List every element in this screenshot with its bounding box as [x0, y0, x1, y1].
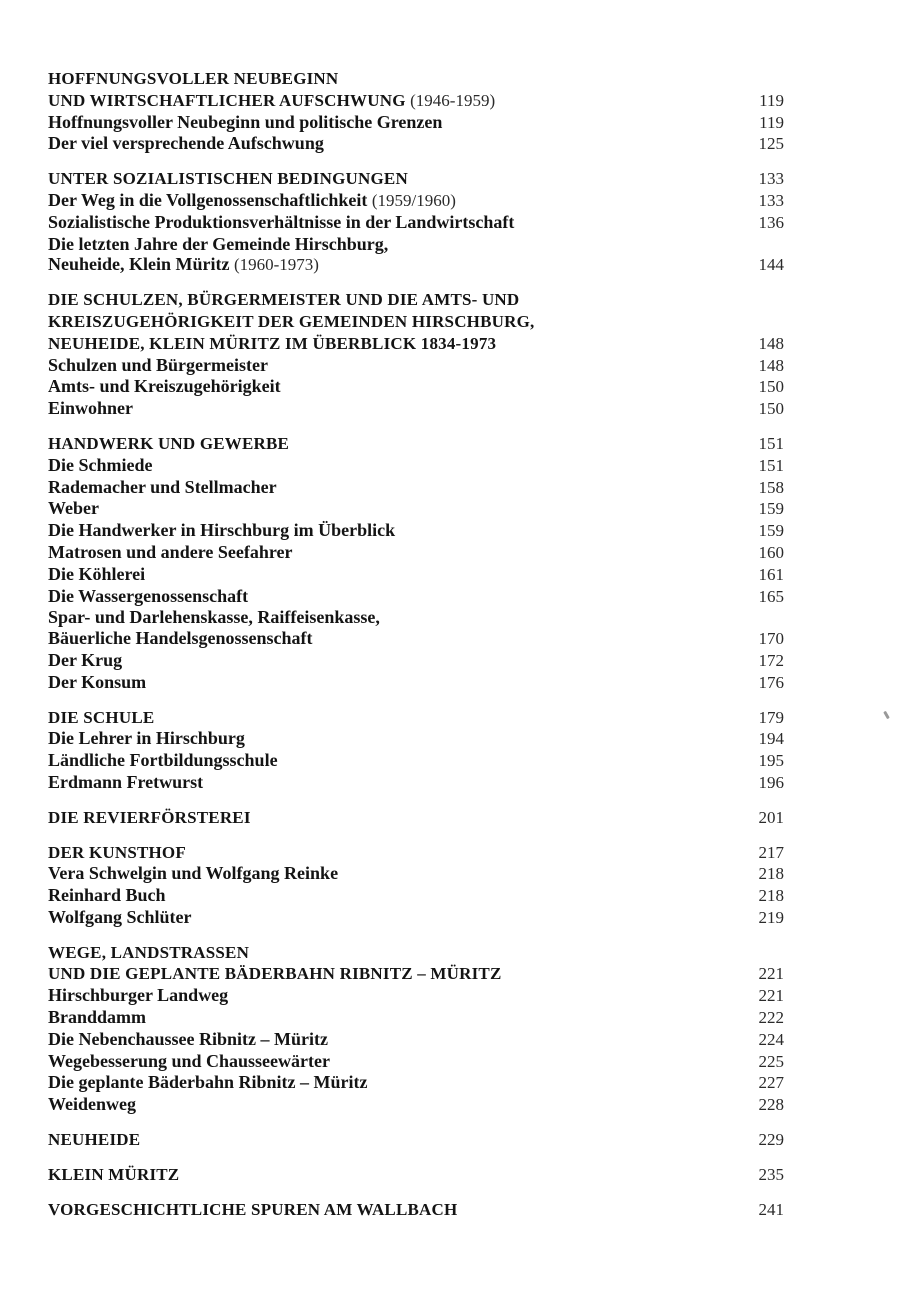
toc-entry-label — [48, 586, 724, 607]
toc-entry-title: Hoffnungsvoller Neubeginn und politische Grenzen — [48, 111, 443, 132]
toc-subentry — [48, 254, 784, 276]
toc-entry-title: Matrosen und andere Seefahrer — [48, 541, 293, 562]
toc-entry-label — [48, 333, 724, 355]
toc-entry-label — [48, 942, 724, 964]
toc-entry-label — [48, 433, 724, 455]
toc-page-number: 170 — [758, 629, 784, 649]
toc-section — [48, 842, 784, 929]
toc-page-number: 159 — [758, 521, 784, 541]
toc-page-number: 158 — [758, 477, 784, 497]
toc-entry-label — [48, 728, 724, 749]
toc-chapter-entry — [48, 311, 784, 333]
toc-chapter-entry — [48, 90, 784, 112]
toc-page-number: 119 — [759, 112, 784, 132]
toc-entry-title: DER KUNSTHOF — [48, 842, 186, 862]
toc-subentry — [48, 477, 784, 499]
toc-chapter-entry — [48, 1129, 784, 1151]
toc-entry-title: KLEIN MÜRITZ — [48, 1164, 180, 1184]
toc-page-number: 172 — [758, 650, 784, 670]
toc-entry-title: WEGE, LANDSTRASSEN — [48, 942, 250, 962]
toc-entry-label — [48, 1051, 724, 1072]
toc-entry-label — [48, 1007, 724, 1028]
toc-subentry — [48, 1051, 784, 1073]
toc-entry-title: Die Wassergenossenschaft — [48, 585, 249, 606]
toc-chapter-entry — [48, 963, 784, 985]
toc-page-number: 221 — [758, 964, 784, 984]
toc-entry-label — [48, 1164, 724, 1186]
toc-chapter-entry — [48, 942, 784, 964]
toc-entry-label — [48, 750, 724, 771]
toc-entry-title: Vera Schwelgin und Wolfgang Reinke — [48, 863, 339, 884]
toc-subentry — [48, 355, 784, 377]
toc-entry-title: Reinhard Buch — [48, 885, 166, 906]
toc-chapter-entry — [48, 1164, 784, 1186]
toc-subentry — [48, 212, 784, 234]
toc-chapter-entry — [48, 1199, 784, 1221]
toc-entry-label — [48, 807, 724, 829]
toc-page-number: 194 — [758, 729, 784, 749]
toc-page-number: 179 — [758, 707, 784, 727]
scan-speck — [883, 711, 890, 719]
toc-entry-title: DIE SCHULE — [48, 707, 155, 727]
toc-entry-title: Die Lehrer in Hirschburg — [48, 728, 245, 749]
toc-entry-title: Wolfgang Schlüter — [48, 906, 192, 927]
toc-entry-label — [48, 168, 724, 190]
toc-entry-label — [48, 398, 724, 419]
toc-entry-label — [48, 477, 724, 498]
toc-subentry — [48, 1007, 784, 1029]
toc-chapter-entry — [48, 333, 784, 355]
toc-page-number: 161 — [758, 564, 784, 584]
toc-section — [48, 942, 784, 1116]
toc-entry-title: Der Krug — [48, 649, 123, 670]
toc-subentry — [48, 376, 784, 398]
toc-subentry — [48, 398, 784, 420]
toc-page-number: 225 — [758, 1051, 784, 1071]
toc-page-number: 144 — [758, 255, 784, 275]
toc-entry-label — [48, 498, 724, 519]
toc-page-number: 218 — [758, 864, 784, 884]
toc-entry-label — [48, 607, 724, 628]
toc-entry-title: Weber — [48, 498, 99, 519]
toc-page-number: 148 — [758, 333, 784, 353]
toc-chapter-entry — [48, 433, 784, 455]
toc-subentry — [48, 885, 784, 907]
toc-entry-title: DIE REVIERFÖRSTEREI — [48, 807, 251, 827]
toc-section — [48, 807, 784, 829]
toc-subentry — [48, 985, 784, 1007]
toc-entry-label — [48, 133, 724, 154]
toc-page-number: 219 — [758, 907, 784, 927]
toc-page-number: 165 — [758, 586, 784, 606]
toc-subentry — [48, 728, 784, 750]
toc-entry-title: NEUHEIDE, KLEIN MÜRITZ IM ÜBERBLICK 1834-1973 — [48, 333, 497, 353]
toc-entry-label — [48, 650, 724, 671]
toc-entry-label — [48, 842, 724, 864]
toc-section — [48, 68, 784, 155]
toc-page-number: 241 — [758, 1199, 784, 1219]
toc-entry-title: Die geplante Bäderbahn Ribnitz – Müritz — [48, 1072, 368, 1093]
toc-entry-title: UNTER SOZIALISTISCHEN BEDINGUNGEN — [48, 169, 408, 189]
toc-subentry — [48, 650, 784, 672]
toc-subentry — [48, 1029, 784, 1051]
toc-entry-label — [48, 672, 724, 693]
toc-entry-label — [48, 112, 724, 133]
toc-subentry — [48, 672, 784, 694]
toc-page-number: 159 — [758, 499, 784, 519]
toc-entry-label — [48, 1072, 724, 1093]
toc-entry-label — [48, 1094, 724, 1115]
toc-entry-label — [48, 542, 724, 563]
toc-entry-title: Einwohner — [48, 398, 134, 419]
toc-subentry — [48, 455, 784, 477]
toc-entry-title: Erdmann Fretwurst — [48, 771, 204, 792]
toc-page-number: 196 — [758, 772, 784, 792]
toc-page-number: 150 — [758, 377, 784, 397]
toc-page-number: 136 — [758, 212, 784, 232]
toc-page-number: 148 — [758, 355, 784, 375]
toc-page-number: 218 — [758, 886, 784, 906]
toc-entry-label — [48, 963, 724, 985]
toc-subentry — [48, 1094, 784, 1116]
toc-section — [48, 289, 784, 420]
toc-subentry — [48, 607, 784, 628]
toc-page-number: 201 — [758, 807, 784, 827]
toc-entry-date-range: (1959/1960) — [371, 190, 456, 210]
toc-page-number: 217 — [758, 842, 784, 862]
toc-entry-label — [48, 863, 724, 884]
toc-entry-title: NEUHEIDE — [48, 1130, 141, 1150]
toc-entry-label — [48, 772, 724, 793]
toc-chapter-entry — [48, 168, 784, 190]
toc-subentry — [48, 498, 784, 520]
toc-entry-label — [48, 455, 724, 476]
toc-entry-label — [48, 376, 724, 397]
toc-entry-label — [48, 907, 724, 928]
toc-subentry — [48, 907, 784, 929]
toc-entry-title: UND WIRTSCHAFTLICHER AUFSCHWUNG — [48, 90, 406, 110]
toc-entry-title: DIE SCHULZEN, BÜRGERMEISTER UND DIE AMTS- UND — [48, 290, 520, 310]
toc-entry-title: Rademacher und Stellmacher — [48, 476, 277, 497]
toc-subentry — [48, 750, 784, 772]
toc-entry-label — [48, 212, 724, 233]
toc-entry-title: HOFFNUNGSVOLLER NEUBEGINN — [48, 69, 339, 88]
toc-entry-label — [48, 885, 724, 906]
toc-chapter-entry — [48, 842, 784, 864]
toc-page-number: 133 — [758, 190, 784, 210]
toc-entry-title: Die letzten Jahre der Gemeinde Hirschburg, — [48, 233, 389, 254]
toc-subentry — [48, 542, 784, 564]
toc-section — [48, 433, 784, 694]
toc-entry-title: Hirschburger Landweg — [48, 985, 229, 1006]
toc-entry-label — [48, 985, 724, 1006]
toc-subentry — [48, 772, 784, 794]
toc-subentry — [48, 112, 784, 134]
toc-entry-label — [48, 90, 724, 112]
toc-entry-title: Ländliche Fortbildungsschule — [48, 750, 278, 771]
toc-section — [48, 707, 784, 794]
toc-section — [48, 1164, 784, 1186]
toc-entry-title: HANDWERK UND GEWERBE — [48, 433, 290, 453]
toc-subentry — [48, 628, 784, 650]
toc-subentry — [48, 863, 784, 885]
toc-entry-title: Die Köhlerei — [48, 563, 146, 584]
toc-page-number: 151 — [758, 455, 784, 475]
toc-chapter-entry — [48, 807, 784, 829]
toc-subentry — [48, 190, 784, 212]
toc-entry-label — [48, 190, 724, 212]
toc-page-number: 150 — [758, 399, 784, 419]
toc-entry-title: Die Handwerker in Hirschburg im Überblick — [48, 520, 396, 541]
toc-entry-label — [48, 520, 724, 541]
toc-page-number: 235 — [758, 1164, 784, 1184]
toc-subentry — [48, 520, 784, 542]
toc-entry-label — [48, 707, 724, 729]
toc-subentry — [48, 234, 784, 255]
toc-entry-label — [48, 1199, 724, 1221]
toc-entry-title: Wegebesserung und Chausseewärter — [48, 1050, 330, 1071]
toc-page-number: 151 — [758, 433, 784, 453]
toc-page-number: 160 — [758, 542, 784, 562]
toc-entry-title: Der viel versprechende Aufschwung — [48, 133, 324, 154]
toc-page-number: 222 — [758, 1008, 784, 1028]
toc-entry-title: UND DIE GEPLANTE BÄDERBAHN RIBNITZ – MÜRITZ — [48, 964, 502, 984]
toc-entry-title: Bäuerliche Handelsgenossenschaft — [48, 628, 313, 649]
toc-page-number: 224 — [758, 1029, 784, 1049]
toc-section — [48, 168, 784, 276]
toc-subentry — [48, 133, 784, 155]
toc-entry-title: Die Schmiede — [48, 454, 153, 475]
toc-page-number: 195 — [758, 751, 784, 771]
toc-page-number: 221 — [758, 986, 784, 1006]
toc-page-number: 119 — [759, 90, 784, 110]
toc-entry-label — [48, 311, 724, 333]
toc-chapter-entry — [48, 68, 784, 90]
toc-entry-label — [48, 234, 724, 255]
toc-entry-title: Die Nebenchaussee Ribnitz – Müritz — [48, 1028, 328, 1049]
toc-chapter-entry — [48, 707, 784, 729]
toc-page-number: 227 — [758, 1073, 784, 1093]
toc-page-number: 176 — [758, 672, 784, 692]
toc-entry-title: Spar- und Darlehenskasse, Raiffeisenkasse, — [48, 607, 380, 628]
toc-entry-title: Branddamm — [48, 1007, 147, 1028]
toc-entry-title: Schulzen und Bürgermeister — [48, 354, 268, 375]
toc-entry-date-range: (1946-1959) — [410, 90, 496, 110]
toc-section — [48, 1199, 784, 1221]
toc-page-number: 133 — [758, 169, 784, 189]
toc-page-number: 125 — [758, 134, 784, 154]
toc-entry-label — [48, 68, 724, 90]
toc-subentry — [48, 564, 784, 586]
toc-entry-label — [48, 564, 724, 585]
toc-entry-title: Der Weg in die Vollgenossenschaftlichkeit — [48, 189, 368, 210]
toc-page-number: 228 — [758, 1095, 784, 1115]
toc-entry-title: Weidenweg — [48, 1094, 136, 1115]
toc-entry-date-range: (1960-1973) — [233, 255, 319, 275]
toc-subentry — [48, 1072, 784, 1094]
toc-entry-label — [48, 1029, 724, 1050]
table-of-contents — [48, 68, 784, 1233]
toc-entry-label — [48, 355, 724, 376]
toc-entry-title: Sozialistische Produktionsverhältnisse in der Landwirtschaft — [48, 211, 515, 232]
toc-subentry — [48, 586, 784, 608]
toc-entry-label — [48, 1129, 724, 1151]
toc-entry-title: KREISZUGEHÖRIGKEIT DER GEMEINDEN HIRSCHBURG, — [48, 311, 535, 331]
toc-entry-title: Neuheide, Klein Müritz — [48, 254, 230, 275]
toc-chapter-entry — [48, 289, 784, 311]
toc-section — [48, 1129, 784, 1151]
toc-entry-label — [48, 254, 724, 276]
toc-entry-title: VORGESCHICHTLICHE SPUREN AM WALLBACH — [48, 1199, 458, 1219]
toc-entry-title: Amts- und Kreiszugehörigkeit — [48, 376, 281, 397]
toc-entry-label — [48, 289, 724, 311]
toc-entry-title: Der Konsum — [48, 671, 147, 692]
toc-page-number: 229 — [758, 1130, 784, 1150]
toc-entry-label — [48, 628, 724, 649]
